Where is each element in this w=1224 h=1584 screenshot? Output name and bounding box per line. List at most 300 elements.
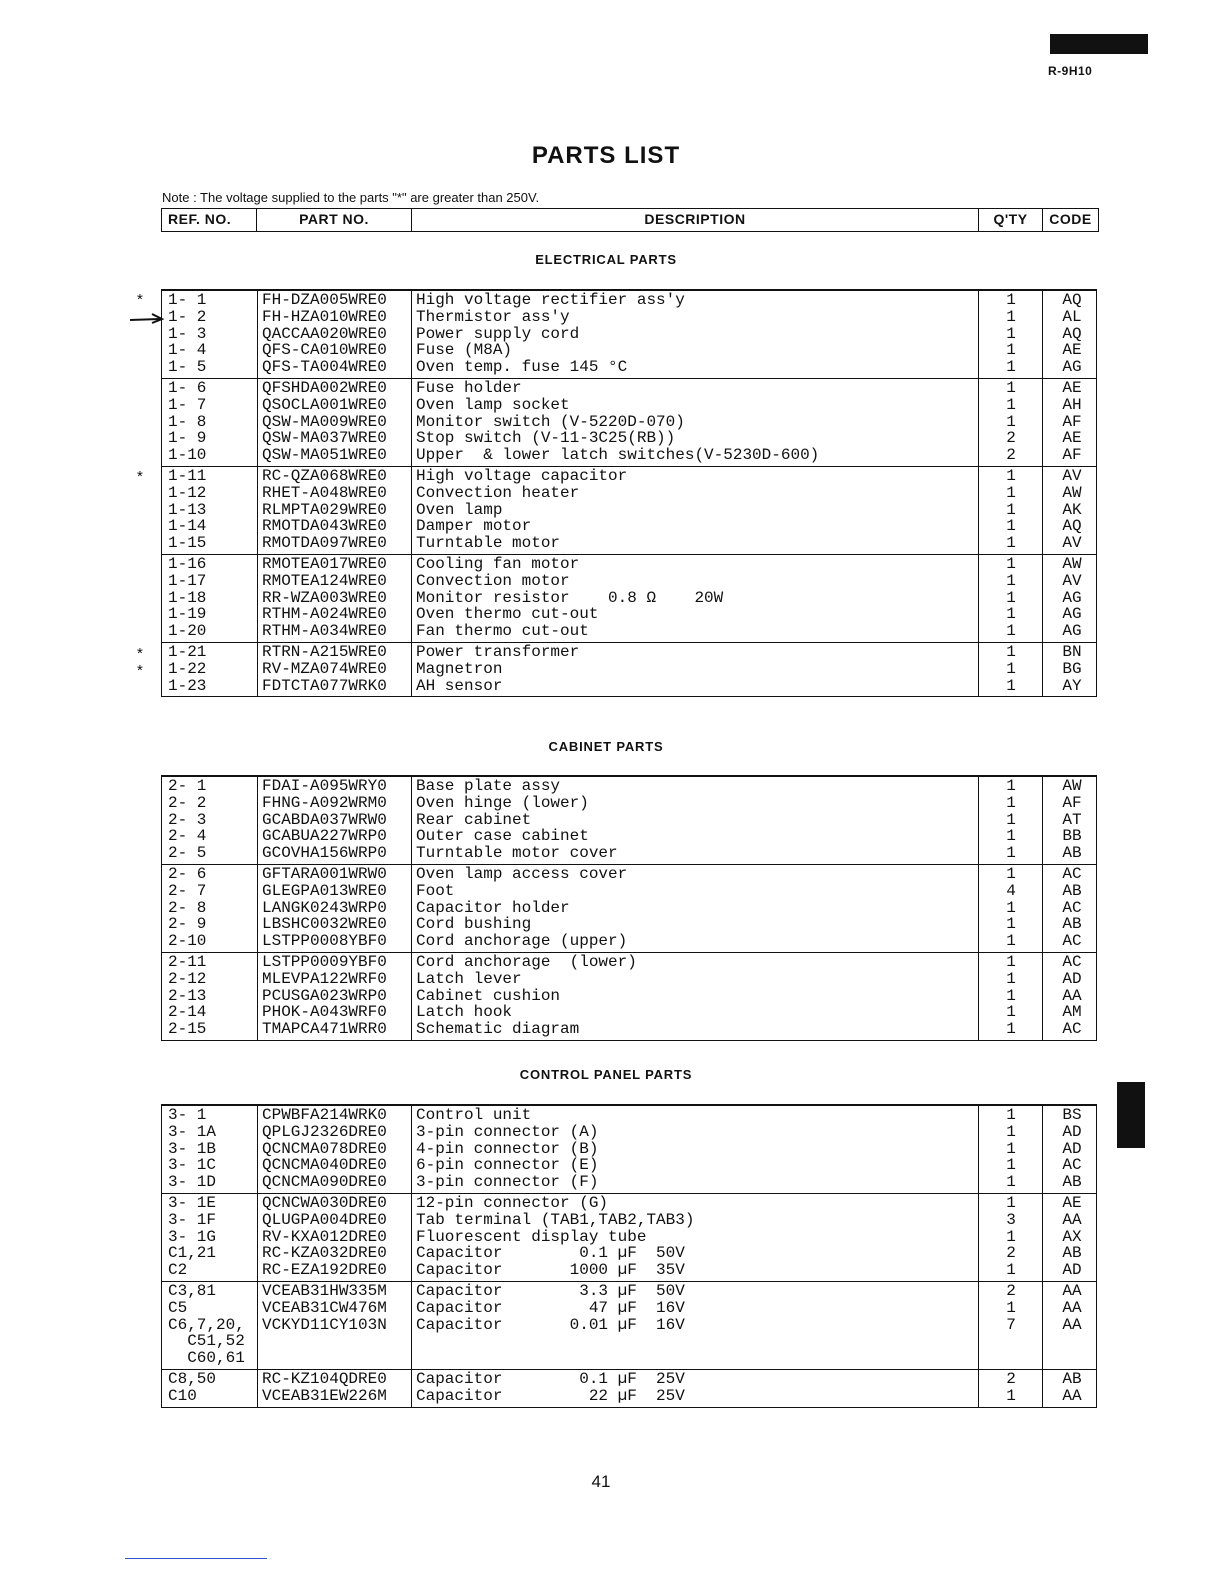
table-row xyxy=(162,1212,1096,1229)
part-no-cell: PHOK-A043WRF0 xyxy=(262,1003,387,1022)
quantity-cell: 2 xyxy=(1006,429,1016,448)
ref-cell: 2- 6 xyxy=(168,864,207,883)
quantity-cell: 1 xyxy=(1006,1298,1016,1317)
ref-cell: 1-11 xyxy=(168,466,207,485)
table-row xyxy=(162,1388,1096,1405)
code-cell: AA xyxy=(1062,1210,1082,1229)
description-cell: Capacitor 47 µF 16V xyxy=(416,1298,685,1317)
ref-cell: 3- 1G xyxy=(168,1227,217,1246)
description-cell: Cooling fan motor xyxy=(416,554,580,573)
code-cell: AW xyxy=(1062,777,1082,795)
description-cell: Fuse (M8A) xyxy=(416,341,513,360)
description-cell: Upper & lower latch switches(V-5230D-600) xyxy=(416,446,820,465)
quantity-cell: 1 xyxy=(1006,358,1016,377)
high-voltage-marker: * xyxy=(137,291,143,308)
code-cell: BN xyxy=(1062,642,1082,661)
ref-cell: 1-21 xyxy=(168,642,207,661)
description-cell: Thermistor ass'y xyxy=(416,307,570,326)
model-number: R-9H10 xyxy=(1048,64,1093,78)
description-cell: Base plate assy xyxy=(416,777,561,795)
code-cell: AD xyxy=(1062,1261,1082,1280)
description-cell: Monitor switch (V-5220D-070) xyxy=(416,412,685,431)
quantity-cell: 1 xyxy=(1006,1386,1016,1405)
description-cell: 6-pin connector (E) xyxy=(416,1156,599,1175)
quantity-cell: 1 xyxy=(1006,777,1016,795)
quantity-cell: 1 xyxy=(1006,291,1016,309)
part-no-cell: QSW-MA009WRE0 xyxy=(262,412,387,431)
quantity-cell: 1 xyxy=(1006,622,1016,641)
quantity-cell: 1 xyxy=(1006,1020,1016,1039)
part-no-cell: RTHM-A024WRE0 xyxy=(262,605,387,624)
page-title: PARTS LIST xyxy=(531,142,681,169)
header-code: CODE xyxy=(1042,208,1099,232)
page-number: 41 xyxy=(591,1472,611,1491)
table-row xyxy=(162,933,1096,950)
quantity-cell: 1 xyxy=(1006,864,1016,883)
code-cell: AW xyxy=(1062,554,1082,573)
table-row xyxy=(162,1371,1096,1388)
description-cell: Foot xyxy=(416,881,455,900)
ref-cell: 3- 1E xyxy=(168,1193,217,1212)
code-cell: AV xyxy=(1062,534,1082,553)
description-cell: Latch hook xyxy=(416,1003,513,1022)
ref-cell: 3- 1C xyxy=(168,1156,217,1175)
part-no-cell: QCNCMA078DRE0 xyxy=(262,1139,387,1158)
part-no-cell: QACCAA020WRE0 xyxy=(262,324,387,343)
table-row xyxy=(162,1124,1096,1141)
description-cell: Schematic diagram xyxy=(416,1020,580,1039)
table-row xyxy=(162,535,1096,552)
part-no-cell: QCNCMA090DRE0 xyxy=(262,1173,387,1192)
quantity-cell: 1 xyxy=(1006,534,1016,553)
description-cell: Stop switch (V-11-3C25(RB)) xyxy=(416,429,676,448)
part-no-cell: LSTPP0008YBF0 xyxy=(262,932,387,951)
code-cell: AL xyxy=(1062,307,1082,326)
part-no-cell: LSTPP0009YBF0 xyxy=(262,952,387,971)
section-title: ELECTRICAL PARTS xyxy=(535,252,677,267)
ref-cell: C5 xyxy=(168,1298,188,1317)
description-cell: AH sensor xyxy=(416,676,503,695)
header-description: DESCRIPTION xyxy=(411,208,979,232)
description-cell: Magnetron xyxy=(416,659,503,678)
table-row xyxy=(162,1174,1096,1191)
code-cell: AQ xyxy=(1062,324,1082,343)
code-cell: AY xyxy=(1062,676,1082,695)
code-cell: AE xyxy=(1062,1193,1082,1212)
quantity-cell: 1 xyxy=(1006,1261,1016,1280)
description-cell: Capacitor 0.1 µF 50V xyxy=(416,1244,685,1263)
ref-cell: 1-13 xyxy=(168,500,207,519)
quantity-cell: 1 xyxy=(1006,517,1016,536)
code-cell: AQ xyxy=(1062,291,1082,309)
ref-cell: 1- 9 xyxy=(168,429,207,448)
ref-cell: 1- 6 xyxy=(168,378,207,397)
table-row xyxy=(162,812,1096,829)
quantity-cell: 1 xyxy=(1006,898,1016,917)
table-row xyxy=(162,1262,1096,1279)
ref-cell: C10 xyxy=(168,1386,197,1405)
footer-rule xyxy=(125,1558,267,1559)
description-cell: Turntable motor xyxy=(416,534,561,553)
table-row xyxy=(162,623,1096,640)
quantity-cell: 1 xyxy=(1006,378,1016,397)
part-no-cell: CPWBFA214WRK0 xyxy=(262,1106,387,1124)
description-cell: Oven lamp xyxy=(416,500,503,519)
code-cell: AG xyxy=(1062,622,1082,641)
ref-cell: 1-18 xyxy=(168,588,207,607)
code-cell: AG xyxy=(1062,605,1082,624)
quantity-cell: 4 xyxy=(1006,881,1016,900)
quantity-cell: 1 xyxy=(1006,466,1016,485)
part-no-cell: GCABDA037WRW0 xyxy=(262,810,387,829)
description-cell: 12-pin connector (G) xyxy=(416,1193,609,1212)
quantity-cell: 1 xyxy=(1006,588,1016,607)
quantity-cell: 1 xyxy=(1006,810,1016,829)
description-cell: Outer case cabinet xyxy=(416,827,589,846)
parts-table xyxy=(161,1104,1097,1408)
code-cell: BB xyxy=(1062,827,1082,846)
code-cell: AF xyxy=(1062,793,1082,812)
ref-cell: C1,21 xyxy=(168,1244,217,1263)
table-row xyxy=(162,468,1096,485)
part-no-cell: FDTCTA077WRK0 xyxy=(262,676,387,695)
description-cell: 4-pin connector (B) xyxy=(416,1139,599,1158)
description-cell: Cord anchorage (upper) xyxy=(416,932,628,951)
table-row xyxy=(162,326,1096,343)
table-row xyxy=(162,916,1096,933)
ref-cell: 2- 4 xyxy=(168,827,207,846)
ref-cell: 3- 1B xyxy=(168,1139,217,1158)
code-cell: AA xyxy=(1062,1298,1082,1317)
ref-cell: 1- 5 xyxy=(168,358,207,377)
ref-cell: 3- 1D xyxy=(168,1173,217,1192)
code-cell: AQ xyxy=(1062,517,1082,536)
table-row xyxy=(162,1229,1096,1246)
description-cell: Damper motor xyxy=(416,517,532,536)
description-cell: Cord bushing xyxy=(416,915,532,934)
ref-cell: 1-17 xyxy=(168,571,207,590)
table-row-group xyxy=(162,952,1096,1040)
part-no-cell: RMOTEA124WRE0 xyxy=(262,571,387,590)
table-row xyxy=(162,1157,1096,1174)
table-row-group xyxy=(162,1281,1096,1369)
part-no-cell: RC-QZA068WRE0 xyxy=(262,466,387,485)
table-row xyxy=(162,485,1096,502)
description-cell: Capacitor 1000 µF 35V xyxy=(416,1261,685,1280)
description-cell: Monitor resistor 0.8 Ω 20W xyxy=(416,588,724,607)
ref-cell: 1-22 xyxy=(168,659,207,678)
code-cell: BS xyxy=(1062,1106,1082,1124)
description-cell: High voltage capacitor xyxy=(416,466,628,485)
table-row xyxy=(162,678,1096,695)
side-tab-marker xyxy=(1117,1082,1145,1148)
ref-cell: 2-14 xyxy=(168,1003,207,1022)
quantity-cell: 1 xyxy=(1006,952,1016,971)
table-row xyxy=(162,590,1096,607)
ref-cell: 2- 3 xyxy=(168,810,207,829)
table-row xyxy=(162,502,1096,519)
table-row xyxy=(162,292,1096,309)
ref-cell: 1-20 xyxy=(168,622,207,641)
table-row xyxy=(162,447,1096,464)
table-row-group xyxy=(162,554,1096,642)
part-no-cell: FH-HZA010WRE0 xyxy=(262,307,387,326)
table-row xyxy=(162,954,1096,971)
code-cell: AX xyxy=(1062,1227,1082,1246)
part-no-cell: TMAPCA471WRR0 xyxy=(262,1020,387,1039)
table-row xyxy=(162,359,1096,376)
quantity-cell: 1 xyxy=(1006,307,1016,326)
part-no-cell: FDAI-A095WRY0 xyxy=(262,777,387,795)
table-row xyxy=(162,795,1096,812)
code-cell: AC xyxy=(1062,932,1082,951)
header-ref-no: REF. NO. xyxy=(161,208,257,232)
part-no-cell: GFTARA001WRW0 xyxy=(262,864,387,883)
part-no-cell: QSW-MA051WRE0 xyxy=(262,446,387,465)
ref-cell: 2- 2 xyxy=(168,793,207,812)
description-cell: Oven temp. fuse 145 °C xyxy=(416,358,628,377)
ref-cell: C3,81 xyxy=(168,1281,217,1300)
table-row xyxy=(162,1333,1096,1350)
ref-cell: 2- 8 xyxy=(168,898,207,917)
header-part-no: PART NO. xyxy=(256,208,412,232)
part-no-cell: FH-DZA005WRE0 xyxy=(262,291,387,309)
part-no-cell: LANGK0243WRP0 xyxy=(262,898,387,917)
part-no-cell: QCNCMA040DRE0 xyxy=(262,1156,387,1175)
ref-cell: 1-19 xyxy=(168,605,207,624)
ref-cell: 2-11 xyxy=(168,952,207,971)
part-no-cell: QFS-CA010WRE0 xyxy=(262,341,387,360)
quantity-cell: 1 xyxy=(1006,932,1016,951)
table-row-group xyxy=(162,290,1096,378)
code-cell: AM xyxy=(1062,1003,1082,1022)
table-row xyxy=(162,1317,1096,1334)
quantity-cell: 2 xyxy=(1006,1281,1016,1300)
code-cell: AA xyxy=(1062,1315,1082,1334)
ref-cell: 1-16 xyxy=(168,554,207,573)
quantity-cell: 2 xyxy=(1006,446,1016,465)
part-no-cell: LBSHC0032WRE0 xyxy=(262,915,387,934)
part-no-cell: RMOTDA097WRE0 xyxy=(262,534,387,553)
part-no-cell: RMOTDA043WRE0 xyxy=(262,517,387,536)
quantity-cell: 1 xyxy=(1006,642,1016,661)
description-cell: Cord anchorage (lower) xyxy=(416,952,637,971)
code-cell: AD xyxy=(1062,969,1082,988)
table-row xyxy=(162,1300,1096,1317)
part-no-cell: FHNG-A092WRM0 xyxy=(262,793,387,812)
quantity-cell: 1 xyxy=(1006,915,1016,934)
parts-table xyxy=(161,775,1097,1041)
table-row-group xyxy=(162,776,1096,864)
code-cell: AC xyxy=(1062,864,1082,883)
quantity-cell: 1 xyxy=(1006,659,1016,678)
quantity-cell: 1 xyxy=(1006,605,1016,624)
description-cell: Convection heater xyxy=(416,483,580,502)
quantity-cell: 1 xyxy=(1006,1139,1016,1158)
description-cell: Tab terminal (TAB1,TAB2,TAB3) xyxy=(416,1210,695,1229)
quantity-cell: 2 xyxy=(1006,1369,1016,1388)
table-row xyxy=(162,1283,1096,1300)
high-voltage-marker: * xyxy=(137,468,143,485)
part-no-cell: RV-KXA012DRE0 xyxy=(262,1227,387,1246)
code-cell: AB xyxy=(1062,1244,1082,1263)
ref-cell: 2- 5 xyxy=(168,844,207,863)
part-no-cell: QSW-MA037WRE0 xyxy=(262,429,387,448)
table-row xyxy=(162,1021,1096,1038)
part-no-cell: GCOVHA156WRP0 xyxy=(262,844,387,863)
description-cell: Fuse holder xyxy=(416,378,522,397)
code-cell: AT xyxy=(1062,810,1082,829)
table-row xyxy=(162,845,1096,862)
table-row xyxy=(162,556,1096,573)
part-no-cell: RHET-A048WRE0 xyxy=(262,483,387,502)
ref-cell: C6,7,20, xyxy=(168,1315,245,1334)
part-no-cell: RR-WZA003WRE0 xyxy=(262,588,387,607)
ref-cell: C2 xyxy=(168,1261,188,1280)
ref-cell: 1-15 xyxy=(168,534,207,553)
table-row xyxy=(162,900,1096,917)
parts-table xyxy=(161,289,1097,697)
description-cell: Latch lever xyxy=(416,969,522,988)
part-no-cell: QCNCWA030DRE0 xyxy=(262,1193,387,1212)
table-row-group xyxy=(162,1105,1096,1193)
table-row xyxy=(162,661,1096,678)
header-quantity: Q'TY xyxy=(978,208,1043,232)
table-row xyxy=(162,866,1096,883)
ref-cell: 1- 7 xyxy=(168,395,207,414)
code-cell: AB xyxy=(1062,1369,1082,1388)
part-no-cell: GCABUA227WRP0 xyxy=(262,827,387,846)
code-cell: AA xyxy=(1062,1386,1082,1405)
code-cell: AF xyxy=(1062,446,1082,465)
code-cell: AC xyxy=(1062,1020,1082,1039)
ref-cell: 1-10 xyxy=(168,446,207,465)
quantity-cell: 2 xyxy=(1006,1244,1016,1263)
code-cell: AB xyxy=(1062,1173,1082,1192)
code-cell: AW xyxy=(1062,483,1082,502)
part-no-cell: RC-KZ104QDRE0 xyxy=(262,1369,387,1388)
code-cell: AE xyxy=(1062,429,1082,448)
ref-cell: 2-13 xyxy=(168,986,207,1005)
voltage-note: Note : The voltage supplied to the parts "*" are greater than 250V. xyxy=(162,190,540,205)
description-cell: Oven lamp socket xyxy=(416,395,570,414)
description-cell: Capacitor holder xyxy=(416,898,570,917)
code-cell: AB xyxy=(1062,881,1082,900)
part-no-cell: GLEGPA013WRE0 xyxy=(262,881,387,900)
quantity-cell: 1 xyxy=(1006,1193,1016,1212)
code-cell: AF xyxy=(1062,412,1082,431)
quantity-cell: 1 xyxy=(1006,969,1016,988)
part-no-cell: MLEVPA122WRF0 xyxy=(262,969,387,988)
quantity-cell: 1 xyxy=(1006,1122,1016,1141)
code-cell: AV xyxy=(1062,466,1082,485)
description-cell: Fan thermo cut-out xyxy=(416,622,589,641)
table-row xyxy=(162,309,1096,326)
ref-cell: 2-10 xyxy=(168,932,207,951)
part-no-cell: QLUGPA004DRE0 xyxy=(262,1210,387,1229)
part-no-cell: RC-KZA032DRE0 xyxy=(262,1244,387,1263)
code-cell: AE xyxy=(1062,378,1082,397)
part-no-cell: QFSHDA002WRE0 xyxy=(262,378,387,397)
description-cell: Fluorescent display tube xyxy=(416,1227,647,1246)
table-row xyxy=(162,1141,1096,1158)
ref-cell: 1- 1 xyxy=(168,291,207,309)
quantity-cell: 1 xyxy=(1006,500,1016,519)
part-no-cell: RV-MZA074WRE0 xyxy=(262,659,387,678)
description-cell: Oven hinge (lower) xyxy=(416,793,589,812)
quantity-cell: 1 xyxy=(1006,341,1016,360)
ref-cell: 3- 1A xyxy=(168,1122,217,1141)
ref-cell: 3- 1 xyxy=(168,1106,207,1124)
table-row xyxy=(162,342,1096,359)
part-no-cell: VCEAB31EW226M xyxy=(262,1386,387,1405)
code-cell: AE xyxy=(1062,341,1082,360)
description-cell: Turntable motor cover xyxy=(416,844,618,863)
description-cell: Capacitor 0.1 µF 25V xyxy=(416,1369,685,1388)
ref-cell: 1-12 xyxy=(168,483,207,502)
quantity-cell: 1 xyxy=(1006,986,1016,1005)
quantity-cell: 1 xyxy=(1006,1106,1016,1124)
ref-cell: 2- 7 xyxy=(168,881,207,900)
table-row-group xyxy=(162,864,1096,952)
part-no-cell: RLMPTA029WRE0 xyxy=(262,500,387,519)
quantity-cell: 1 xyxy=(1006,483,1016,502)
quantity-cell: 1 xyxy=(1006,1156,1016,1175)
table-row xyxy=(162,430,1096,447)
ref-cell: 1- 4 xyxy=(168,341,207,360)
code-cell: AV xyxy=(1062,571,1082,590)
section-title: CABINET PARTS xyxy=(548,739,664,754)
description-cell: Control unit xyxy=(416,1106,532,1124)
part-no-cell: QSOCLA001WRE0 xyxy=(262,395,387,414)
quantity-cell: 1 xyxy=(1006,1227,1016,1246)
part-no-cell: RMOTEA017WRE0 xyxy=(262,554,387,573)
table-row xyxy=(162,883,1096,900)
part-no-cell: VCEAB31CW476M xyxy=(262,1298,387,1317)
ref-cell: 2-15 xyxy=(168,1020,207,1039)
quantity-cell: 1 xyxy=(1006,571,1016,590)
code-cell: AC xyxy=(1062,898,1082,917)
table-row xyxy=(162,971,1096,988)
part-no-cell: PCUSGA023WRP0 xyxy=(262,986,387,1005)
code-cell: AB xyxy=(1062,915,1082,934)
code-cell: AK xyxy=(1062,500,1082,519)
table-row xyxy=(162,397,1096,414)
quantity-cell: 1 xyxy=(1006,554,1016,573)
description-cell: Rear cabinet xyxy=(416,810,532,829)
ref-cell: C60,61 xyxy=(168,1349,245,1368)
arrow-pointer-icon xyxy=(130,311,166,325)
part-no-cell: QPLGJ2326DRE0 xyxy=(262,1122,387,1141)
ref-cell: C51,52 xyxy=(168,1332,245,1351)
description-cell: 3-pin connector (F) xyxy=(416,1173,599,1192)
table-row-group xyxy=(162,642,1096,696)
description-cell: Power supply cord xyxy=(416,324,580,343)
high-voltage-marker: * xyxy=(137,661,143,679)
table-row xyxy=(162,644,1096,661)
table-row xyxy=(162,414,1096,431)
quantity-cell: 1 xyxy=(1006,1173,1016,1192)
description-cell: Oven lamp access cover xyxy=(416,864,628,883)
quantity-cell: 1 xyxy=(1006,827,1016,846)
ref-cell: 1-14 xyxy=(168,517,207,536)
part-no-cell: VCKYD11CY103N xyxy=(262,1315,387,1334)
code-cell: AD xyxy=(1062,1122,1082,1141)
description-cell: Power transformer xyxy=(416,642,580,661)
code-cell: BG xyxy=(1062,659,1082,678)
ref-cell: 1- 3 xyxy=(168,324,207,343)
code-cell: AC xyxy=(1062,1156,1082,1175)
